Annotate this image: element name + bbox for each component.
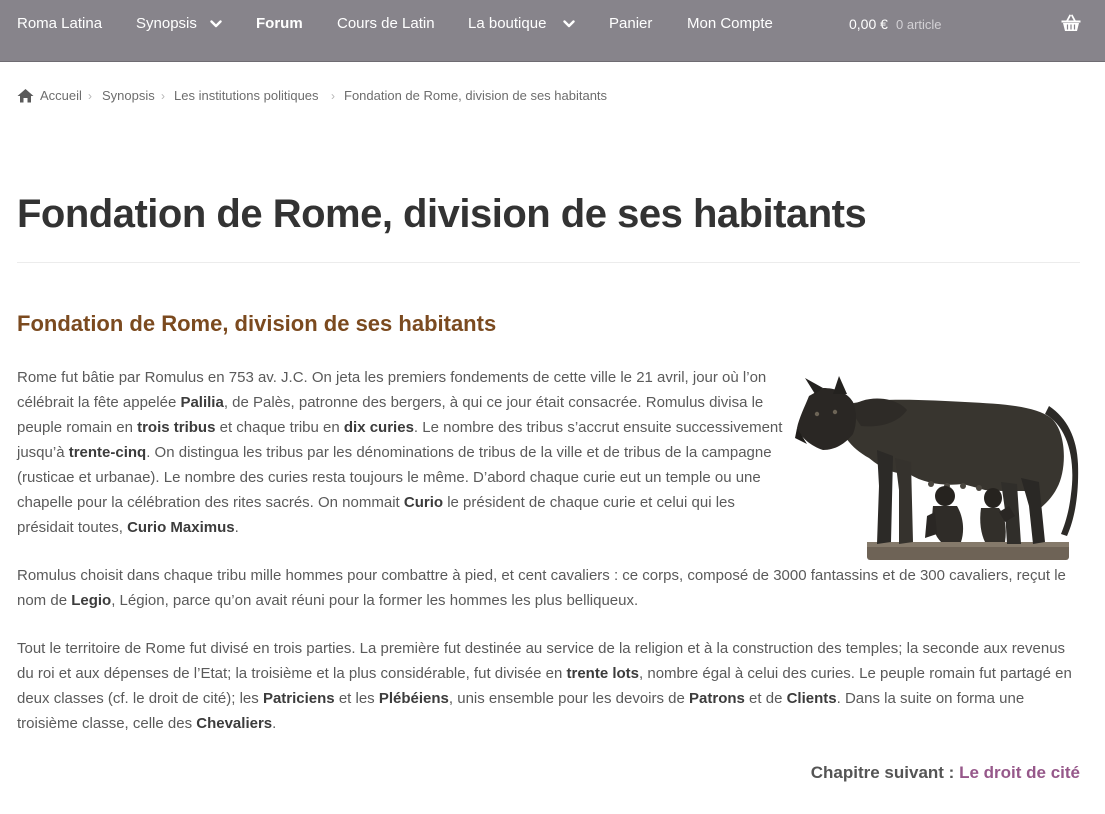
breadcrumb-current: Fondation de Rome, division de ses habitants — [344, 88, 608, 103]
bold-term: Curio Maximus — [127, 519, 235, 536]
chevron-down-icon — [210, 18, 222, 30]
bold-term: trente-cinq — [68, 444, 147, 461]
top-navigation-bar — [0, 0, 1105, 62]
text-run: et chaque tribu en — [215, 419, 344, 436]
text-run: Romulus choisit dans chaque tribu mille hommes pour combattre à pied, et cent cavaliers : ce corps, composé de 3000 fantassins et de 300 cavaliers, reçut le nom de — [17, 567, 1066, 609]
article-subheading: Fondation de Rome, division de ses habitants — [17, 311, 497, 336]
text-run: . — [272, 715, 277, 732]
article-paragraph-3 — [17, 636, 1082, 736]
nav-item-la-boutique[interactable] — [468, 14, 576, 34]
nav-item-label: La boutique — [468, 15, 547, 32]
text-run: le président de chaque curie et celui qui les présidait toutes, — [17, 494, 735, 536]
bold-term: trente lots — [566, 665, 640, 682]
next-chapter-label: Chapitre suivant : — [810, 763, 955, 782]
text-run: , Légion, parce qu’on avait réuni pour la former les hommes les plus belliqueux. — [111, 592, 639, 609]
text-run: et de — [744, 690, 787, 707]
bold-term: Chevaliers — [196, 715, 273, 732]
text-run: , de Palès, patronne des bergers, à qui ce jour était consacrée. Romulus divisa le peuple romain en — [17, 394, 764, 436]
nav-item-label: Synopsis — [136, 15, 197, 32]
cart-total[interactable]: 0,00 € — [849, 16, 888, 32]
cart-count[interactable]: 0 article — [896, 17, 942, 32]
nav-item-mon-compte[interactable]: Mon Compte — [687, 15, 773, 32]
title-divider — [17, 262, 1080, 263]
nav-item-forum[interactable]: Forum — [256, 15, 303, 32]
breadcrumb-accueil[interactable]: Accueil — [40, 88, 82, 103]
bold-term: trois tribus — [137, 419, 216, 436]
bold-term: Patriciens — [262, 690, 335, 707]
nav-item-panier[interactable]: Panier — [609, 15, 653, 32]
bold-term: Clients — [786, 690, 837, 707]
bold-term: Plébéiens — [378, 690, 449, 707]
text-run: . Le nombre des tribus s’accrut ensuite successivement jusqu’à — [17, 419, 783, 461]
page-title: Fondation de Rome, division de ses habitants — [17, 192, 867, 236]
breadcrumb-institutions-politiques[interactable]: Les institutions politiques — [174, 88, 319, 103]
bold-term: dix curies — [343, 419, 414, 436]
bold-term: Palilia — [180, 394, 224, 411]
next-chapter-link[interactable]: Le droit de cité — [959, 763, 1080, 782]
text-run: . On distingua les tribus par les dénominations de tribus de la ville et de tribus de la campagne (rusticae et urbanae). Le nombre des curies resta toujours le même. D’abord chaque curie eut un temple ou une chapelle pour la célébration des rites sacrés. On nommait — [17, 444, 772, 511]
text-run: , unis ensemble pour les devoirs de — [448, 690, 690, 707]
nav-item-synopsis[interactable] — [136, 14, 224, 34]
text-run: . Dans la suite on forma une troisième classe, celle des — [17, 690, 1025, 732]
article-paragraph-2 — [17, 563, 1082, 613]
nav-item-cours-de-latin[interactable]: Cours de Latin — [337, 15, 435, 32]
text-run: et les — [334, 690, 379, 707]
text-run: Tout le territoire de Rome fut divisé en trois parties. La première fut destinée au service de la religion et à la construction des temples; la seconde aux revenus du roi et aux dépenses de l’Etat; la troisième et la plus considérable, fut divisée en — [17, 640, 1066, 682]
next-chapter — [811, 760, 1080, 785]
capitoline-wolf-image — [795, 366, 1080, 576]
breadcrumb-separator: › — [88, 89, 92, 103]
bold-term: Patrons — [689, 690, 745, 707]
home-icon — [17, 88, 34, 103]
chevron-down-icon — [563, 18, 575, 30]
breadcrumb-separator: › — [331, 89, 335, 103]
text-run: Rome fut bâtie par Romulus en 753 av. J.C. On jeta les premiers fondements de cette ville le 21 avril, jour où l’on célébrait la fête appelée — [17, 369, 767, 411]
article-paragraph-1 — [17, 365, 787, 540]
nav-item-roma-latina[interactable]: Roma Latina — [17, 15, 103, 32]
bold-term: Legio — [71, 592, 112, 609]
breadcrumb-separator: › — [161, 89, 165, 103]
breadcrumb-synopsis[interactable]: Synopsis — [102, 88, 155, 103]
text-run: , nombre égal à celui des curies. Le peuple romain fut partagé en deux classes (cf. le droit de cité); les — [17, 665, 1072, 707]
bold-term: Curio — [403, 494, 444, 511]
basket-icon[interactable] — [1061, 14, 1081, 32]
text-run: . — [234, 519, 239, 536]
